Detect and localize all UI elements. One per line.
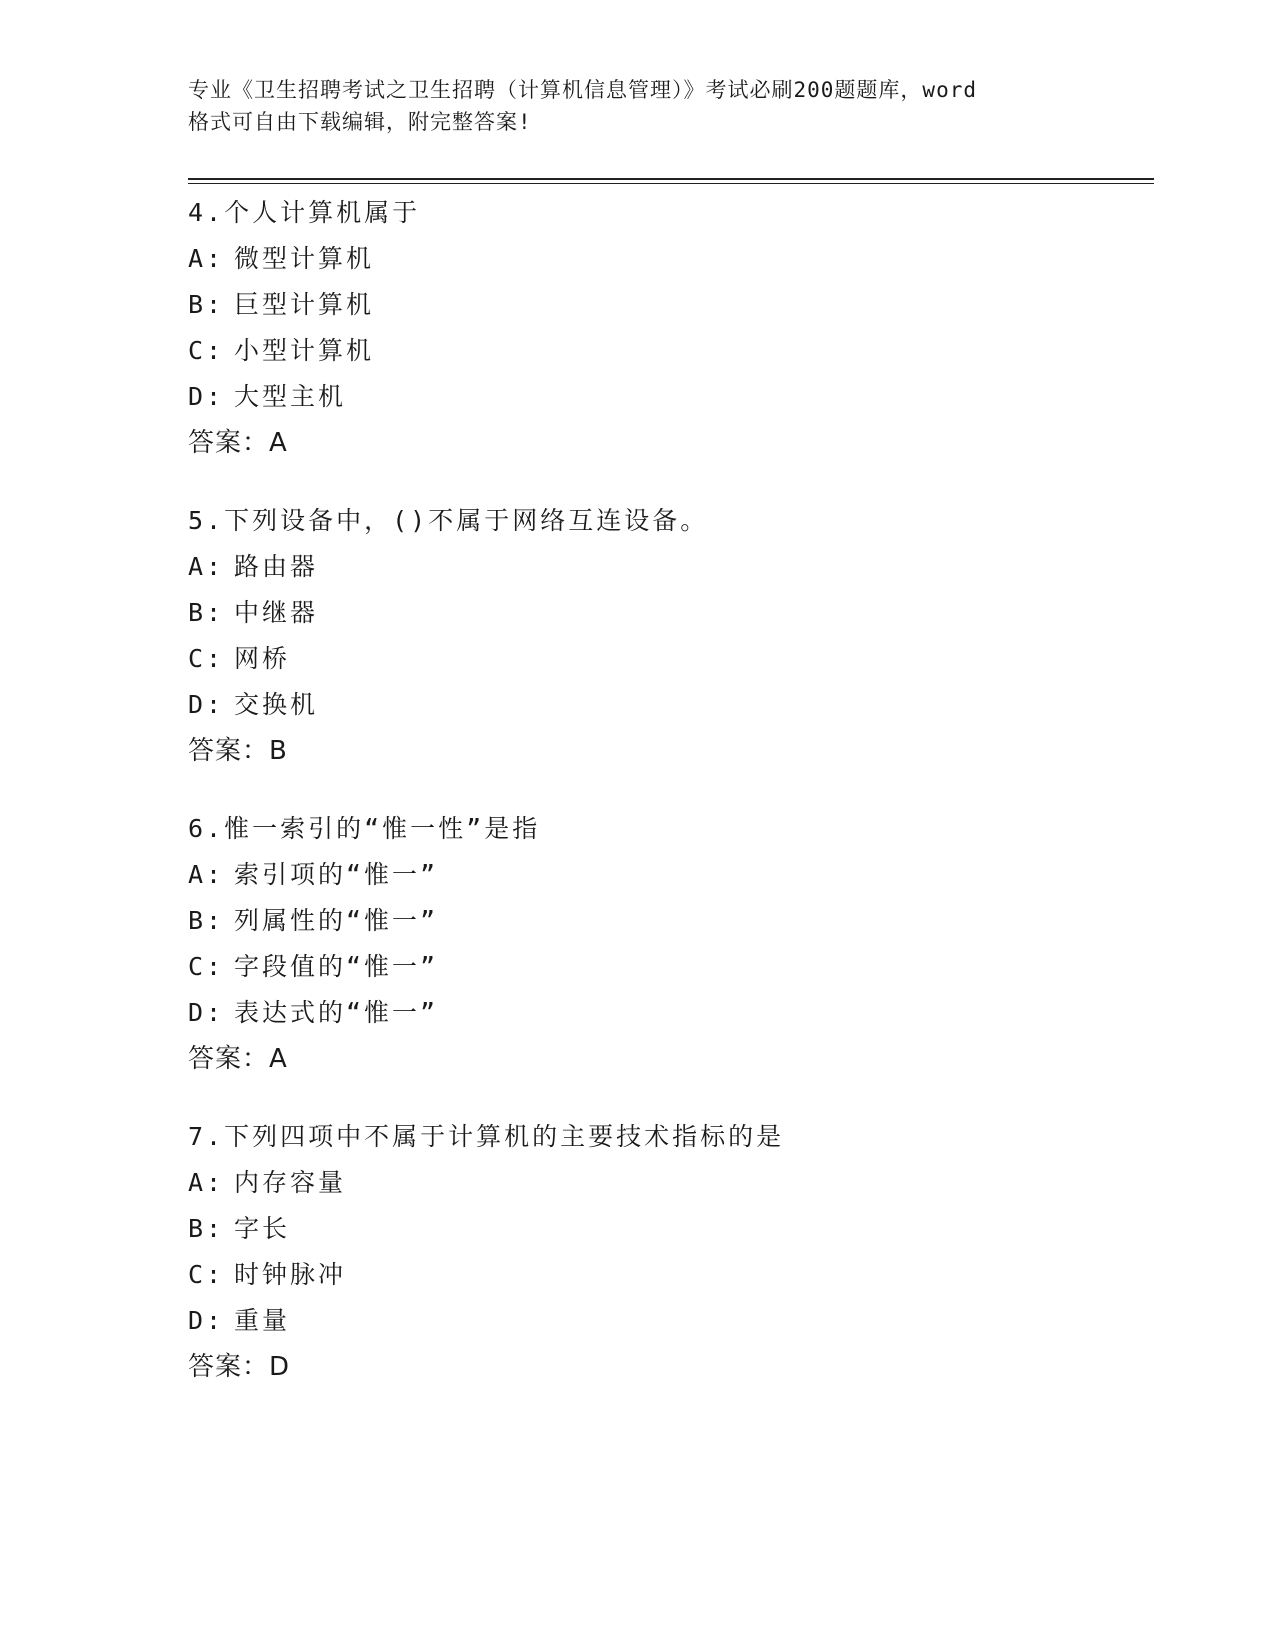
- option-row: [188, 636, 1148, 682]
- option-text: 字长: [234, 1214, 291, 1243]
- option-text: 时钟脉冲: [234, 1260, 347, 1289]
- option-row: [188, 990, 1148, 1036]
- question-block: [188, 190, 1148, 466]
- answer-line: 答案：A: [188, 428, 288, 458]
- option-letter: B:: [188, 1214, 225, 1243]
- option-row: [188, 590, 1148, 636]
- option-letter: A:: [188, 244, 225, 273]
- option-letter: D:: [188, 382, 225, 411]
- option-letter: C:: [188, 952, 225, 981]
- option-row: [188, 328, 1148, 374]
- question-list: [188, 190, 1148, 1422]
- option-row: [188, 374, 1148, 420]
- option-letter: C:: [188, 644, 225, 673]
- option-letter: A:: [188, 552, 225, 581]
- option-text: 索引项的“惟一”: [234, 860, 439, 889]
- option-text: 小型计算机: [234, 336, 375, 365]
- option-row: [188, 1206, 1148, 1252]
- question-block: [188, 806, 1148, 1082]
- question-stem: 4.个人计算机属于: [188, 198, 421, 227]
- option-letter: A:: [188, 860, 225, 889]
- option-letter: B:: [188, 906, 225, 935]
- option-text: 大型主机: [234, 382, 347, 411]
- option-text: 网桥: [234, 644, 291, 673]
- option-row: [188, 544, 1148, 590]
- option-text: 列属性的“惟一”: [234, 906, 439, 935]
- option-row: [188, 236, 1148, 282]
- option-letter: A:: [188, 1168, 225, 1197]
- option-letter: B:: [188, 598, 225, 627]
- option-letter: D:: [188, 1306, 225, 1335]
- option-text: 微型计算机: [234, 244, 375, 273]
- option-text: 巨型计算机: [234, 290, 375, 319]
- answer-line: 答案：A: [188, 1044, 288, 1074]
- question-stem: 5.下列设备中，()不属于网络互连设备。: [188, 506, 709, 535]
- option-row: [188, 282, 1148, 328]
- answer-line: 答案：D: [188, 1352, 291, 1382]
- option-text: 路由器: [234, 552, 319, 581]
- option-text: 重量: [234, 1306, 291, 1335]
- header-line-2: 格式可自由下载编辑，附完整答案!: [188, 110, 532, 134]
- question-block: [188, 498, 1148, 774]
- option-text: 内存容量: [234, 1168, 347, 1197]
- header-divider-thin: [188, 183, 1154, 184]
- option-text: 中继器: [234, 598, 319, 627]
- option-text: 表达式的“惟一”: [234, 998, 439, 1027]
- option-row: [188, 898, 1148, 944]
- option-letter: D:: [188, 998, 225, 1027]
- question-stem: 7.下列四项中不属于计算机的主要技术指标的是: [188, 1122, 785, 1151]
- option-row: [188, 1298, 1148, 1344]
- option-letter: C:: [188, 336, 225, 365]
- answer-line: 答案：B: [188, 736, 288, 766]
- option-row: [188, 852, 1148, 898]
- option-row: [188, 944, 1148, 990]
- header-line-1: 专业《卫生招聘考试之卫生招聘（计算机信息管理）》考试必刷200题题库，word: [188, 78, 977, 102]
- option-text: 交换机: [234, 690, 319, 719]
- option-row: [188, 1160, 1148, 1206]
- option-letter: D:: [188, 690, 225, 719]
- option-letter: C:: [188, 1260, 225, 1289]
- option-row: [188, 1252, 1148, 1298]
- option-row: [188, 682, 1148, 728]
- question-stem: 6.惟一索引的“惟一性”是指: [188, 814, 541, 843]
- header-divider-thick: [188, 178, 1154, 180]
- option-letter: B:: [188, 290, 225, 319]
- question-block: [188, 1114, 1148, 1390]
- document-header: [188, 74, 1088, 138]
- option-text: 字段值的“惟一”: [234, 952, 439, 981]
